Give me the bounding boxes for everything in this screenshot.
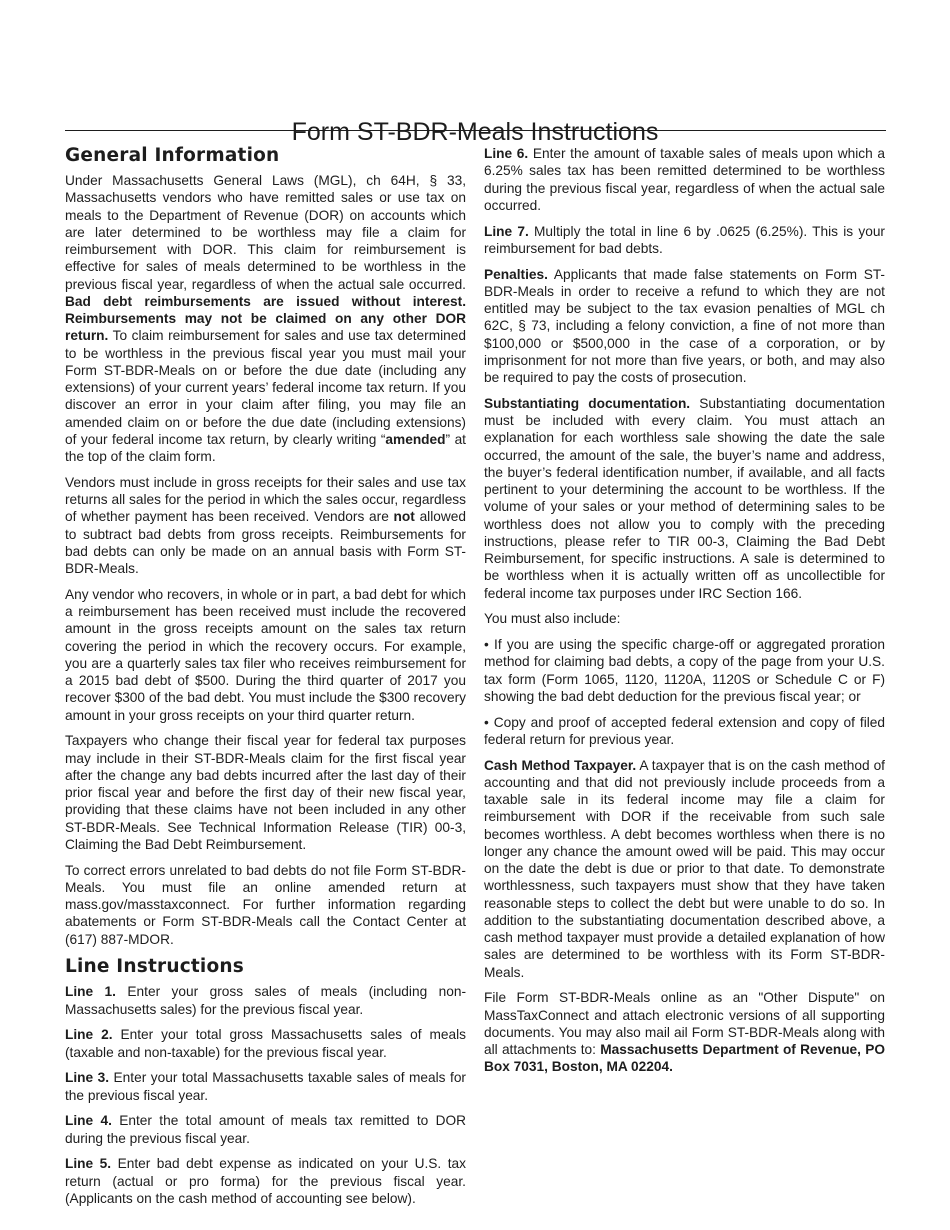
include-bullet-2: • Copy and proof of accepted federal extension and copy of filed federal return for previous year. bbox=[484, 714, 885, 747]
line-instruction-1 bbox=[65, 983, 466, 1018]
line-text: Enter your gross sales of meals (including non-Massachusetts sales) for the previous fiscal year. bbox=[65, 984, 467, 1017]
substantiating-paragraph bbox=[484, 395, 885, 602]
page-title: Form ST-BDR-Meals Instructions bbox=[291, 117, 659, 146]
filing-paragraph bbox=[484, 989, 885, 1075]
cash-method-label: Cash Method Taxpayer. bbox=[484, 757, 637, 773]
general-paragraph-1 bbox=[65, 172, 466, 465]
substantiating-label: Substantiating documentation. bbox=[484, 395, 691, 411]
general-p1-text-c: To claim reimbursement for sales and use tax determined to be worthless in the previous fiscal year you must mail your Form ST-BDR-Meals on or before the due date (including any extensions) of your current years’ federal income tax return. If you discover an error in your claim after filing, you may file an amended claim on or before the due date (including extensions) of your federal income tax return, by clearly writing “ bbox=[65, 328, 467, 447]
line-instruction-5 bbox=[65, 1155, 466, 1207]
cash-method-paragraph bbox=[484, 757, 885, 981]
penalties-text: Applicants that made false statements on Form ST-BDR-Meals in order to receive a refund to which they are not entitled may be subject to the tax evasion penalties of MGL ch 62C, § 73, including a felony conviction, a fine of not more than $100,000 or $500,000 in the case of a corporation, or by imprisonment for not more than five years, or both, and may also be required to pay the costs of prosecution. bbox=[484, 266, 885, 385]
filing-text: File Form ST-BDR-Meals online as an "Other Dispute" on MassTaxConnect and attach electronic versions of all supporting documents. You may also mail ail Form ST-BDR-Meals along with all attachments to: bbox=[484, 990, 885, 1057]
line-text: Enter your total gross Massachusetts sales of meals (taxable and non-taxable) for the previous fiscal year. bbox=[65, 1027, 466, 1060]
penalties-label: Penalties. bbox=[484, 266, 548, 282]
right-column bbox=[484, 145, 885, 1084]
general-p2-text-a: Vendors must include in gross receipts for their sales and use tax returns all sales for the period in which the sales occur, regardless of whether payment has been received. Vendors are bbox=[65, 474, 466, 525]
line-instruction-4 bbox=[65, 1112, 466, 1147]
line-label: Line 7. bbox=[484, 223, 529, 239]
line-label: Line 4. bbox=[65, 1113, 112, 1129]
line-instruction-7 bbox=[484, 223, 885, 258]
general-paragraph-3: Any vendor who recovers, in whole or in part, a bad debt for which a reimbursement has been received must include the recovered amount in the gross receipts amount on the sales tax return covering the period in which the recovery occurs. For example, you are a quarterly sales tax filer who receives reimbursement for a 2015 bad debt of $500. During the third quarter of 2017 you recover $300 of the bad debt. You must include the $300 recovery amount in your gross receipts on your third quarter return. bbox=[65, 586, 466, 723]
general-p2-text-c: allowed to subtract bad debts from gross receipts. Reimbursements for bad debts can only be made on an annual basis with Form ST-BDR-Meals. bbox=[65, 509, 466, 576]
include-bullet-1: • If you are using the specific charge-off or aggregated proration method for claiming bad debts, a copy of the page from your U.S. tax form (Form 1065, 1120, 1120A, 1120S or Schedule C or F) showing the bad debt deduction for the previous fiscal year; or bbox=[484, 637, 885, 704]
penalties-paragraph bbox=[484, 266, 885, 387]
line-text: Enter your total Massachusetts taxable sales of meals for the previous fiscal year. bbox=[65, 1070, 466, 1103]
general-p1-text-e: ” at the top of the claim form. bbox=[65, 431, 466, 464]
mailing-address: Massachusetts Department of Revenue, PO Box 7031, Boston, MA 02204. bbox=[484, 1042, 886, 1075]
line-text: Enter bad debt expense as indicated on your U.S. tax return (actual or pro forma) for the previous fiscal year. (Applicants on the cash method of accounting see below). bbox=[65, 1156, 466, 1206]
general-p2-not: not bbox=[393, 509, 415, 525]
line-label: Line 1. bbox=[65, 984, 116, 1000]
general-p1-bold-notice: Bad debt reimbursements are issued without interest. Reimbursements may not be claimed on any other DOR return. bbox=[65, 293, 466, 344]
line-label: Line 5. bbox=[65, 1156, 112, 1172]
title-divider bbox=[65, 130, 886, 131]
line-label: Line 3. bbox=[65, 1070, 110, 1086]
general-paragraph-5: To correct errors unrelated to bad debts do not file Form ST-BDR-Meals. You must file an online amended return at mass.gov/masstaxconnect. For further information regarding abatements or Form ST-BDR-Meals call the Contact Center at (617) 887-MDOR. bbox=[65, 862, 466, 947]
general-p1-amended: amended bbox=[385, 431, 446, 447]
line-instruction-2 bbox=[65, 1026, 466, 1061]
line-instructions-heading: Line Instructions bbox=[65, 956, 244, 978]
general-paragraph-4: Taxpayers who change their fiscal year for federal tax purposes may include in their ST-BDR-Meals claim for the first fiscal year after the change any bad debts incurred after the last day of their prior fiscal year and before the first day of their new fiscal year, providing that these claims have not been included in any other ST-BDR-Meals. See Technical Information Release (TIR) 00-3, Claiming the Bad Debt Reimbursement. bbox=[65, 733, 466, 852]
general-p1-text-a: Under Massachusetts General Laws (MGL), ch 64H, § 33, Massachusetts vendors who have remitted sales or use tax on meals to the Department of Revenue (DOR) on accounts which are later determined to be worthless may file a claim for reimbursement with DOR. This claim for reimbursement is effective for sales of meals determined to be worthless in the previous fiscal year, regardless of when the actual sale occurred. bbox=[65, 173, 466, 292]
line-instruction-3 bbox=[65, 1069, 466, 1104]
line-label: Line 6. bbox=[484, 146, 529, 161]
line-instruction-6 bbox=[484, 145, 885, 214]
left-column bbox=[65, 145, 466, 1216]
substantiating-text: Substantiating documentation must be included with every claim. You must attach an explanation for each worthless sale showing the date the sale occurred, the amount of the sale, the buyer’s name and address, the buyer’s federal identification number, if available, and all facts pertinent to your determining the account to be worthless. If the volume of your sales or your method of determining sales to be worthless does not allow you to comply with the preceding instructions, please refer to TIR 00-3, Claiming the Bad Debt Reimbursement, for specific instructions. A sale is determined to be worthless when it is actually written off as uncollectible for federal income tax purposes under IRC Section 166. bbox=[484, 395, 886, 601]
line-label: Line 2. bbox=[65, 1027, 113, 1043]
line-text: Enter the total amount of meals tax remitted to DOR during the previous fiscal year. bbox=[65, 1113, 466, 1146]
general-paragraph-2 bbox=[65, 474, 466, 578]
must-also-include: You must also include: bbox=[484, 611, 621, 627]
general-information-heading: General Information bbox=[65, 145, 280, 166]
cash-method-text: A taxpayer that is on the cash method of accounting and that did not previously include proceeds from a taxable sale in its federal income may file a claim for reimbursement with DOR if the receivable from such sale becomes worthless. A debt becomes worthless when there is no longer any chance the amount owed will be paid. This may occur on the date the debt is due or prior to that date. To demonstrate worthlessness, such taxpayers must show that they have taken reasonable steps to collect the debt but were unable to do so. In addition to the substantiating documentation described above, a cash method taxpayer must provide a detailed explanation of how sales are determined to be worthless with its Form ST-BDR-Meals. bbox=[484, 757, 885, 980]
line-text: Multiply the total in line 6 by .0625 (6.25%). This is your reimbursement for bad debts. bbox=[484, 223, 885, 256]
line-text: Enter the amount of taxable sales of meals upon which a 6.25% sales tax has been remitted determined to be worthless during the previous fiscal year, regardless of when the actual sale occurred. bbox=[484, 146, 885, 213]
